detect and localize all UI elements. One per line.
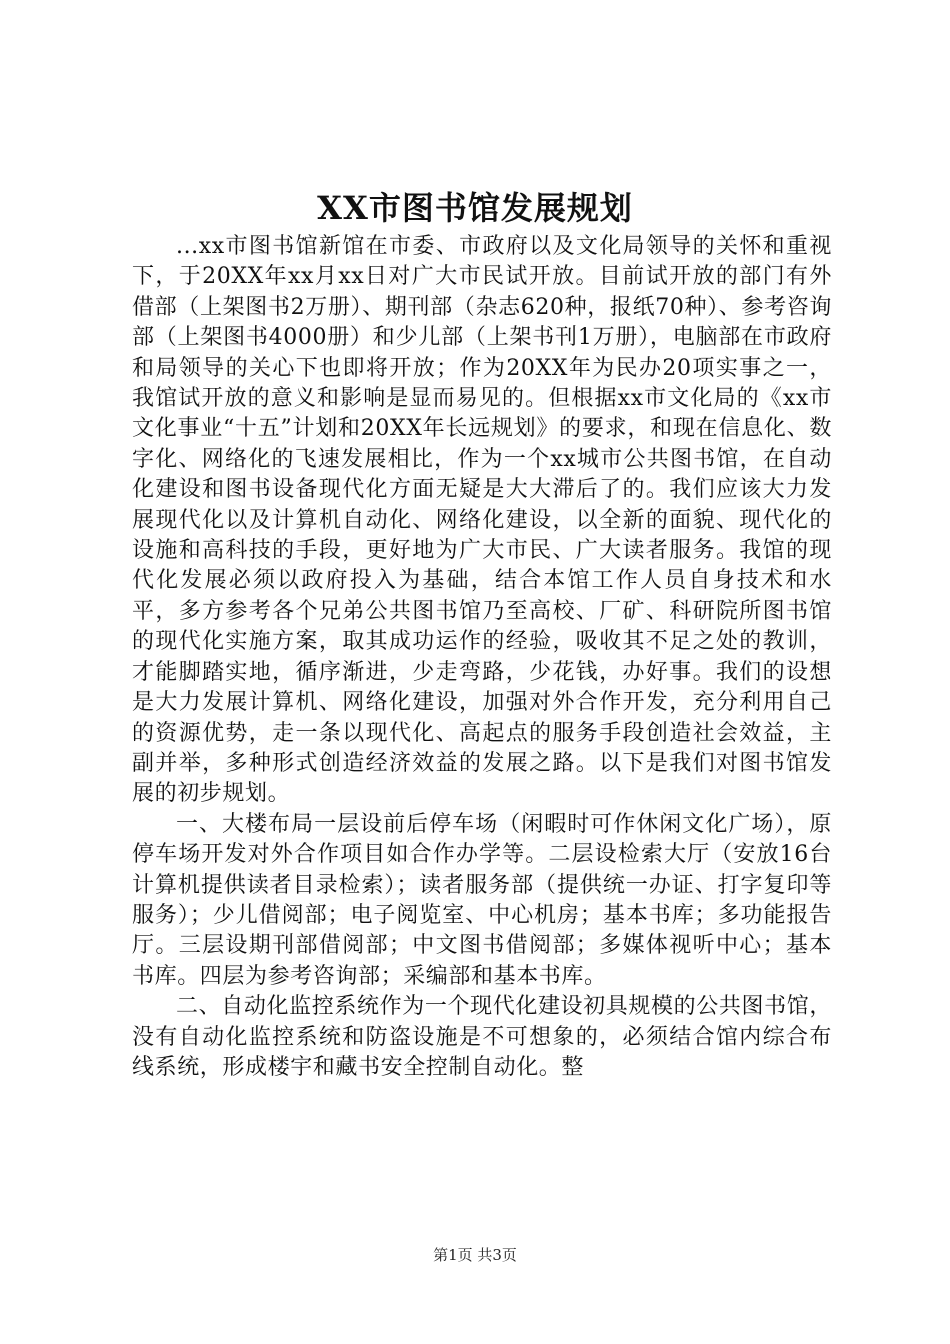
document-body	[132, 232, 832, 1083]
paragraph-building-layout: 一、大楼布局一层设前后停车场（闲暇时可作休闲文化广场），原停车场开发对外合作项目如合作办学等。二层设检索大厅（安放16台计算机提供读者目录检索）；读者服务部（提供统一办证、打字复印等服务）；少儿借阅部；电子阅览室、中心机房；基本书库；多功能报告厅。三层设期刊部借阅部；中文图书借阅部；多媒体视听中心；基本书库。四层为参考咨询部；采编部和基本书库。	[132, 811, 832, 989]
paragraph-monitoring-system: 二、自动化监控系统作为一个现代化建设初具规模的公共图书馆，没有自动化监控系统和防盗设施是不可想象的，必须结合馆内综合布线系统，形成楼宇和藏书安全控制自动化。整	[132, 994, 832, 1080]
paragraph-intro: ...xx市图书馆新馆在市委、市政府以及文化局领导的关怀和重视下，于20XX年xx月xx日对广大市民试开放。目前试开放的部门有外借部（上架图书2万册）、期刊部（杂志620种，报纸70种）、参考咨询部（上架图书4000册）和少儿部（上架书刊1万册），电脑部在市政府和局领导的关心下也即将开放；作为20XX年为民办20项实事之一，我馆试开放的意义和影响是显而易见的。但根据xx市文化局的《xx市文化事业“十五”计划和20XX年长远规划》的要求，和现在信息化、数字化、网络化的飞速发展相比，作为一个xx城市公共图书馆，在自动化建设和图书设备现代化方面无疑是大大滞后了的。我们应该大力发展现代化以及计算机自动化、网络化建设，以全新的面貌、现代化的设施和高科技的手段，更好地为广大市民、广大读者服务。我馆的现代化发展必须以政府投入为基础，结合本馆工作人员自身技术和水平，多方参考各个兄弟公共图书馆乃至高校、厂矿、科研院所图书馆的现代化实施方案，取其成功运作的经验，吸收其不足之处的教训，才能脚踏实地，循序渐进，少走弯路，少花钱，办好事。我们的设想是大力发展计算机、网络化建设，加强对外合作开发，充分利用自己的资源优势，走一条以现代化、高起点的服务手段创造社会效益，主副并举，多种形式创造经济效益的发展之路。以下是我们对图书馆发展的初步规划。	[132, 234, 832, 807]
document-title: XX市图书馆发展规划	[317, 189, 633, 227]
page-footer: 第1页 共3页	[433, 1246, 517, 1264]
